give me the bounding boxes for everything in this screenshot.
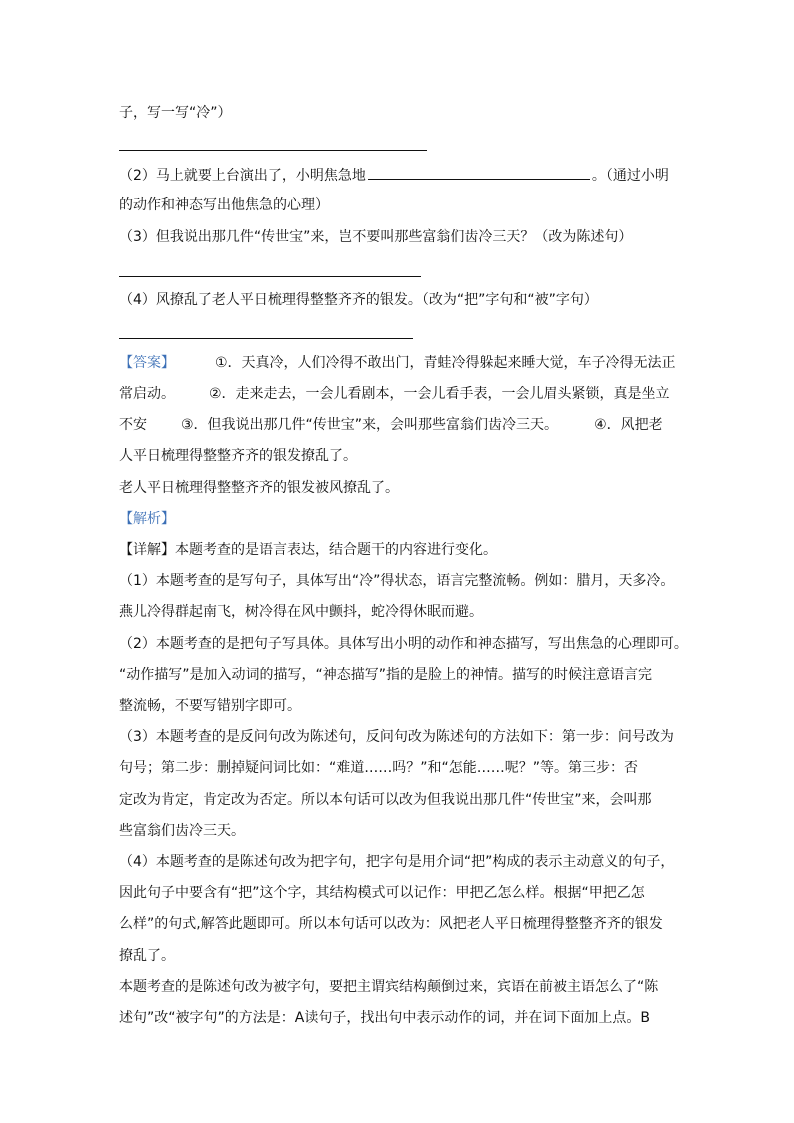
a2-line-2: “动作描写”是加入动词的描写，“神态描写”指的是脸上的神情。描写的时候注意语言完 (119, 667, 653, 683)
a4-line-4: 撩乱了。 (119, 948, 175, 964)
q2-line-1 (119, 165, 669, 186)
answer-line-2: 常启动。 ②．走来走去，一会儿看剧本，一会儿看手表，一会儿眉头紧锁，真是坐立 (119, 386, 670, 402)
a1-line-1: （1）本题考查的是写句子，具体写出“冷”得状态，语言完整流畅。例如：腊月，天多冷。 (119, 573, 675, 589)
q4-line: （4）风撩乱了老人平日梳理得整整齐齐的银发。（改为“把”字句和“被”字句） (119, 292, 598, 308)
a2-line-1: （2）本题考查的是把句子写具体。具体写出小明的动作和神态描写，写出焦急的心理即可。 (119, 636, 688, 652)
q2-line-2: 的动作和神态写出他焦急的心理） (119, 197, 329, 213)
q2-prefix: （2）马上就要上台演出了，小明焦急地 (119, 168, 366, 184)
detail-intro: 【详解】本题考查的是语言表达，结合题干的内容进行变化。 (119, 542, 497, 558)
answer-tag: 【答案】 (119, 355, 175, 371)
answer-blank-1 (119, 150, 427, 151)
answer-blank-4 (119, 338, 413, 339)
q2-suffix: 。（通过小明 (591, 168, 669, 184)
passive-line-1: 本题考查的是陈述句改为被字句，要把主谓宾结构颠倒过来，宾语在前被主语怎么了“陈 (119, 979, 659, 995)
a1-line-2: 燕儿冷得群起南飞，树冷得在风中颤抖，蛇冷得休眠而避。 (119, 604, 483, 620)
analysis-tag: 【解析】 (119, 511, 175, 527)
q3-line: （3）但我说出那几件“传世宝”来，岂不要叫那些富翁们齿冷三天？（改为陈述句） (119, 229, 633, 245)
a3-line-2: 句号；第二步：删掉疑问词比如：“难道……吗？”和“怎能……呢？”等。第三步：否 (119, 760, 639, 776)
a4-line-3: 么样”的句式,解答此题即可。所以本句话可以改为：风把老人平日梳理得整整齐齐的银发 (119, 916, 663, 932)
answer-line-4: 人平日梳理得整整齐齐的银发撩乱了。 (119, 448, 357, 464)
q1-tail-line: 子，写一写“冷”） (119, 105, 232, 121)
answer-line-5: 老人平日梳理得整整齐齐的银发被风撩乱了。 (119, 480, 399, 496)
q2-fill-blank (368, 165, 590, 180)
a4-line-2: 因此句子中要含有“把”这个字，其结构模式可以记作：甲把乙怎么样。根据“甲把乙怎 (119, 885, 645, 901)
answer-line-3: 不安 ③．但我说出那几件“传世宝”来，会叫那些富翁们齿冷三天。 ④．风把老 (119, 417, 663, 433)
a3-line-4: 些富翁们齿冷三天。 (119, 823, 245, 839)
a3-line-3: 定改为肯定，肯定改为否定。所以本句话可以改为但我说出那几件“传世宝”来，会叫那 (119, 792, 652, 808)
answer-blank-3 (119, 276, 421, 277)
a3-line-1: （3）本题考查的是反问句改为陈述句，反问句改为陈述句的方法如下：第一步：问号改为 (119, 729, 674, 745)
a4-line-1: （4）本题考查的是陈述句改为把字句，把字句是用介词“把”构成的表示主动意义的句子， (119, 854, 675, 870)
a2-line-3: 整流畅，不要写错别字即可。 (119, 698, 301, 714)
passive-line-2: 述句”改“被字句”的方法是：A读句子，找出句中表示动作的词，并在词下面加上点。B (119, 1010, 650, 1026)
answer-text-1: ①．天真冷，人们冷得不敢出门，青蛙冷得躲起来睡大觉，车子冷得无法正 (215, 355, 676, 371)
answer-line-1 (119, 353, 676, 373)
